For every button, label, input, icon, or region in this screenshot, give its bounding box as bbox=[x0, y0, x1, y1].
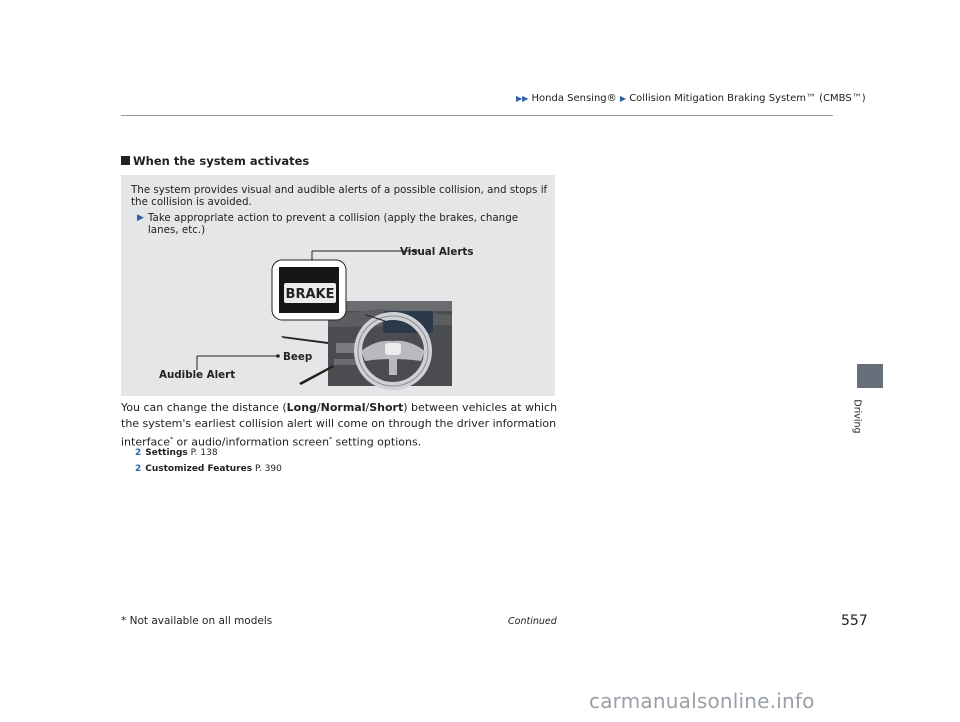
chapter-tab bbox=[857, 364, 883, 388]
watermark: carmanualsonline.info bbox=[589, 689, 815, 713]
arrow-icon: ▶ bbox=[619, 94, 626, 103]
arrow-icon: ▶▶ bbox=[516, 94, 529, 103]
breadcrumb-item: Collision Mitigation Braking System™ (CMBS™) bbox=[629, 93, 866, 104]
panel-text: The system provides visual and audible alerts of a possible collision, and stops if the collision is avoided. bbox=[131, 184, 548, 208]
xref-settings[interactable]: 2 Settings P. 138 bbox=[135, 448, 218, 458]
continued-label: Continued bbox=[508, 616, 557, 627]
audible-alert-label: Audible Alert bbox=[159, 369, 236, 381]
square-bullet-icon bbox=[121, 156, 130, 165]
visual-alerts-label: Visual Alerts bbox=[400, 246, 474, 258]
chapter-label: Driving bbox=[851, 399, 863, 434]
breadcrumb-item: Honda Sensing® bbox=[531, 93, 617, 104]
dashboard-photo bbox=[328, 301, 452, 386]
footnote: * Not available on all models bbox=[121, 615, 273, 627]
bullet-text: Take appropriate action to prevent a collision (apply the brakes, change lanes, etc.) bbox=[147, 212, 519, 236]
section-title: When the system activates bbox=[121, 154, 309, 168]
reference-icon: 2 bbox=[135, 464, 142, 474]
header-divider bbox=[121, 115, 833, 116]
body-paragraph: You can change the distance (Long/Normal/Short) between vehicles at which the system's earliest collision alert will come on through the driver information interface* or audio/information screen* setting options. bbox=[121, 401, 558, 449]
arrow-icon: ▶ bbox=[137, 213, 144, 223]
dashboard-illustration bbox=[121, 175, 555, 396]
brake-label: BRAKE bbox=[285, 287, 335, 302]
audible-alert-callout-line bbox=[197, 354, 280, 370]
beep-label: Beep bbox=[283, 351, 313, 363]
xref-customized-features[interactable]: 2 Customized Features P. 390 bbox=[135, 464, 282, 474]
breadcrumb bbox=[516, 93, 866, 104]
page-number: 557 bbox=[841, 613, 868, 629]
reference-icon: 2 bbox=[135, 448, 142, 458]
